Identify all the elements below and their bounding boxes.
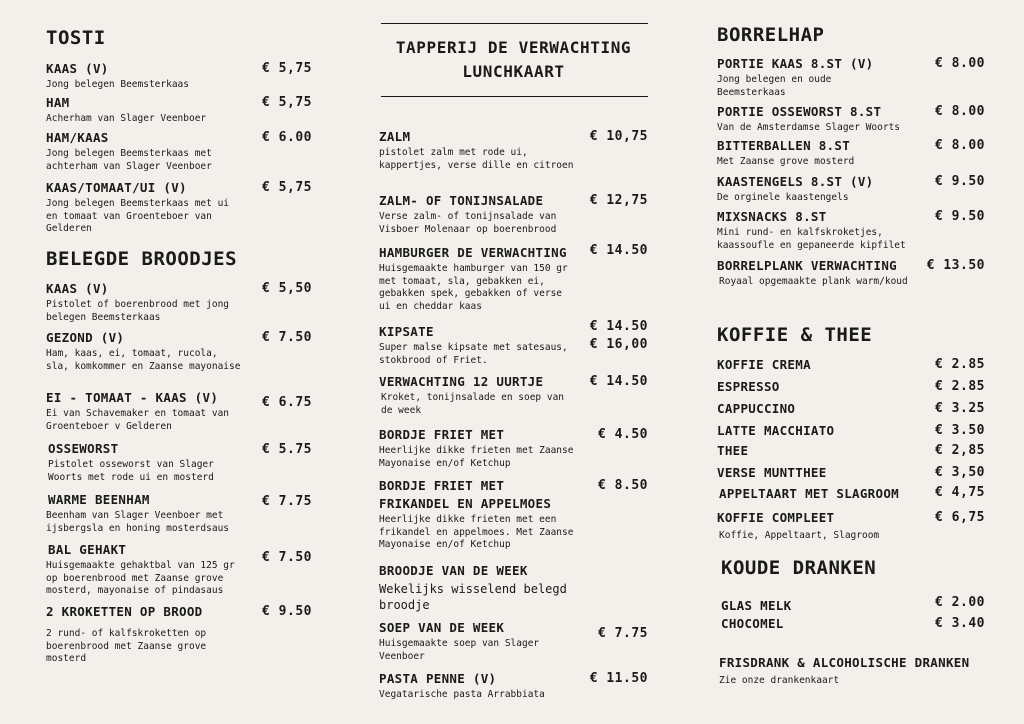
item-price: € 8.00 (935, 104, 985, 119)
menu-item (46, 130, 312, 173)
menu-item (717, 401, 985, 417)
item-description: Koffie, Appeltaart, Slagroom (719, 530, 880, 541)
section-heading-borrelhap: BORRELHAP (717, 24, 825, 46)
title-rule-top (381, 23, 648, 24)
menu-item (379, 427, 648, 470)
item-name: ZALM (379, 129, 411, 144)
menu-item (379, 478, 648, 552)
item-name: CHOCOMEL (721, 616, 784, 631)
item-name: KAAS (V) (46, 61, 109, 76)
menu-item (717, 258, 985, 289)
menu-item (717, 138, 985, 169)
menu-item (717, 104, 985, 135)
menu-item (717, 510, 985, 543)
item-price: € 2.85 (935, 379, 985, 394)
item-name: HAM (46, 95, 70, 110)
item-name: THEE (717, 443, 749, 458)
item-price: € 5,50 (262, 281, 312, 296)
item-price: € 10,75 (589, 129, 648, 144)
menu-item (717, 465, 985, 481)
page-title: TAPPERIJ DE VERWACHTING (395, 38, 632, 57)
item-name: CAPPUCCINO (717, 401, 796, 416)
menu-item (46, 180, 312, 236)
menu-item (46, 61, 312, 92)
item-name: PORTIE KAAS 8.ST (V) (717, 56, 874, 71)
item-name: BORRELPLANK VERWACHTING (717, 258, 897, 273)
item-description: Heerlijke dikke frieten met een frikandel en appelmoes. Met Zaanse Mayonaise en/of Ketchup (379, 514, 574, 550)
item-name: KOFFIE COMPLEET (717, 510, 835, 525)
item-price: € 7.50 (262, 550, 312, 565)
item-name: PASTA PENNE (V) (379, 671, 497, 686)
item-description: Verse zalm- of tonijnsalade van Visboer Molenaar op boerenbrood (379, 211, 557, 235)
menu-item (379, 129, 648, 172)
menu-item (717, 379, 985, 395)
item-price: € 2.85 (935, 357, 985, 372)
item-name: 2 KROKETTEN OP BROOD (46, 604, 203, 619)
item-name: WARME BEENHAM (48, 492, 150, 507)
item-name: OSSEWORST (48, 441, 119, 456)
menu-item (379, 245, 648, 313)
item-price: € 7.50 (262, 330, 312, 345)
item-price: € 13.50 (926, 258, 985, 273)
item-description: Met Zaanse grove mosterd (717, 156, 855, 167)
item-price: € 4,75 (935, 485, 985, 500)
item-name: KAASTENGELS 8.ST (V) (717, 174, 874, 189)
item-name: GEZOND (V) (46, 330, 125, 345)
item-description: Heerlijke dikke frieten met Zaanse Mayonaise en/of Ketchup (379, 445, 574, 469)
menu-item (46, 390, 312, 433)
item-name: KAAS/TOMAAT/UI (V) (46, 180, 187, 195)
page-subtitle: LUNCHKAART (462, 62, 565, 81)
item-name: ZALM- OF TONIJNSALADE (379, 193, 544, 208)
item-description: Huisgemaakte soep van Slager Veenboer (379, 638, 540, 662)
menu-item (717, 595, 985, 614)
menu-item (717, 209, 985, 252)
section-heading-koffie-thee: KOFFIE & THEE (717, 324, 873, 346)
item-price: € 6.00 (262, 130, 312, 145)
item-price: € 8.50 (598, 478, 648, 493)
section-heading-belegde-broodjes: BELEGDE BROODJES (46, 248, 238, 270)
menu-item (379, 563, 648, 613)
item-description: pistolet zalm met rode ui, kappertjes, verse dille en citroen (379, 147, 574, 171)
menu-item (46, 492, 312, 535)
item-price: € 2.00 (935, 595, 985, 610)
item-price: € 6.75 (262, 395, 312, 410)
menu-item (46, 330, 312, 373)
item-name: BAL GEHAKT (48, 542, 127, 557)
item-name: FRISDRANK & ALCOHOLISCHE DRANKEN (719, 655, 970, 670)
item-description: 2 rund- of kalfskroketten op boerenbrood met Zaanse grove mosterd (46, 628, 207, 664)
menu-item (46, 95, 312, 126)
item-description: Van de Amsterdamse Slager Woorts (717, 122, 901, 133)
menu-item (379, 319, 648, 367)
item-description: Beenham van Slager Veenboer met ijsbergsla en honing mosterdsaus (46, 510, 230, 534)
item-price: € 4.50 (598, 427, 648, 442)
item-price: € 7.75 (598, 626, 648, 641)
item-name: KAAS (V) (46, 281, 109, 296)
item-description: Vegatarische pasta Arrabbiata (379, 689, 545, 700)
item-name: KIPSATE (379, 324, 434, 339)
item-price: € 7.75 (262, 494, 312, 509)
item-price: € 5,75 (262, 180, 312, 195)
item-name: PORTIE OSSEWORST 8.ST (717, 104, 882, 119)
menu-item (717, 443, 985, 459)
menu-item (717, 423, 985, 439)
menu-item (717, 174, 985, 205)
item-price: € 3,50 (935, 465, 985, 480)
item-price: € 12,75 (589, 193, 648, 208)
item-description: Huisgemaakte hamburger van 150 gr met tomaat, sla, gebakken ei, gebakken spek, gebakken of verse ui en cheddar kaas (379, 263, 568, 312)
item-price: € 3.25 (935, 401, 985, 416)
item-description: Super malse kipsate met satesaus, stokbrood of Friet. (379, 342, 568, 366)
menu-item (717, 486, 985, 502)
item-name: VERWACHTING 12 UURTJE (379, 374, 544, 389)
item-description: Wekelijks wisselend belegd broodje (379, 582, 567, 612)
item-name: HAM/KAAS (46, 130, 109, 145)
item-price: € 3.40 (935, 616, 985, 631)
item-price: € 3.50 (935, 423, 985, 438)
item-price: € 8.00 (935, 138, 985, 153)
menu-item (717, 56, 985, 99)
menu-item (46, 281, 312, 324)
menu-item (379, 671, 648, 702)
item-price: € 5.75 (262, 442, 312, 457)
item-name: MIXSNACKS 8.ST (717, 209, 827, 224)
item-description: Kroket, tonijnsalade en soep van de week (381, 392, 565, 416)
item-name: BORDJE FRIET MET (379, 427, 505, 442)
item-description: Acherham van Slager Veenboer (46, 113, 207, 124)
item-price: € 9.50 (262, 604, 312, 619)
menu-item (717, 616, 985, 632)
item-description: Zie onze drankenkaart (719, 675, 840, 686)
item-price: € 14.50 (589, 374, 648, 389)
item-name: BITTERBALLEN 8.ST (717, 138, 851, 153)
item-description: Jong belegen Beemsterkaas met ui en tomaat van Groenteboer van Gelderen (46, 198, 230, 234)
item-description: Pistolet osseworst van Slager Woorts met rode ui en mosterd (48, 459, 214, 483)
menu-item (717, 655, 985, 688)
menu-item (46, 604, 312, 666)
item-name: APPELTAART MET SLAGROOM (719, 486, 899, 501)
item-name: VERSE MUNTTHEE (717, 465, 827, 480)
item-description: Jong belegen Beemsterkaas (46, 79, 189, 90)
item-description: Royaal opgemaakte plank warm/koud (719, 276, 908, 287)
item-price: € 9.50 (935, 174, 985, 189)
item-description: Jong belegen en oude Beemsterkaas (717, 74, 832, 98)
menu-item (46, 542, 312, 598)
item-price: € 14.50 (589, 243, 648, 258)
item-price: € 14.50 (589, 319, 648, 334)
item-description: Huisgemaakte gehaktbal van 125 gr op boerenbrood met Zaanse grove mosterd, mayonaise of pindasaus (46, 560, 235, 596)
item-name: ESPRESSO (717, 379, 780, 394)
item-name: HAMBURGER DE VERWACHTING (379, 245, 567, 260)
menu-item (379, 374, 648, 417)
item-price: € 8.00 (935, 56, 985, 71)
section-heading-koude-dranken: KOUDE DRANKEN (721, 557, 877, 579)
menu-item (379, 193, 648, 236)
item-name: EI - TOMAAT - KAAS (V) (46, 390, 219, 405)
item-price: € 9.50 (935, 209, 985, 224)
item-description: De orginele kaastengels (717, 192, 849, 203)
item-name: BROODJE VAN DE WEEK (379, 563, 528, 578)
item-price: € 2,85 (935, 443, 985, 458)
item-name-line2: FRIKANDEL EN APPELMOES (379, 496, 552, 511)
item-name: BORDJE FRIET MET (379, 478, 505, 493)
item-price: € 5,75 (262, 61, 312, 76)
item-description: Jong belegen Beemsterkaas met achterham van Slager Veenboer (46, 148, 212, 172)
item-name: SOEP VAN DE WEEK (379, 620, 505, 635)
item-description: Ham, kaas, ei, tomaat, rucola, sla, komkommer en Zaanse mayonaise (46, 348, 241, 372)
item-description: Pistolet of boerenbrood met jong belegen Beemsterkaas (46, 299, 230, 323)
menu-item (717, 357, 985, 373)
menu-item (379, 620, 648, 663)
section-heading-tosti: TOSTI (46, 27, 106, 49)
item-description: Ei van Schavemaker en tomaat van Groenteboer v Gelderen (46, 408, 230, 432)
item-price-alt: € 16,00 (589, 337, 648, 352)
item-name: KOFFIE CREMA (717, 357, 811, 372)
item-name: LATTE MACCHIATO (717, 423, 835, 438)
item-name: GLAS MELK (721, 598, 792, 613)
item-description: Mini rund- en kalfskroketjes, kaassoufle en gepaneerde kipfilet (717, 227, 906, 251)
title-rule-bottom (381, 96, 648, 97)
item-price: € 6,75 (935, 510, 985, 525)
item-price: € 11.50 (589, 671, 648, 686)
item-price: € 5,75 (262, 95, 312, 110)
menu-item (46, 441, 312, 484)
